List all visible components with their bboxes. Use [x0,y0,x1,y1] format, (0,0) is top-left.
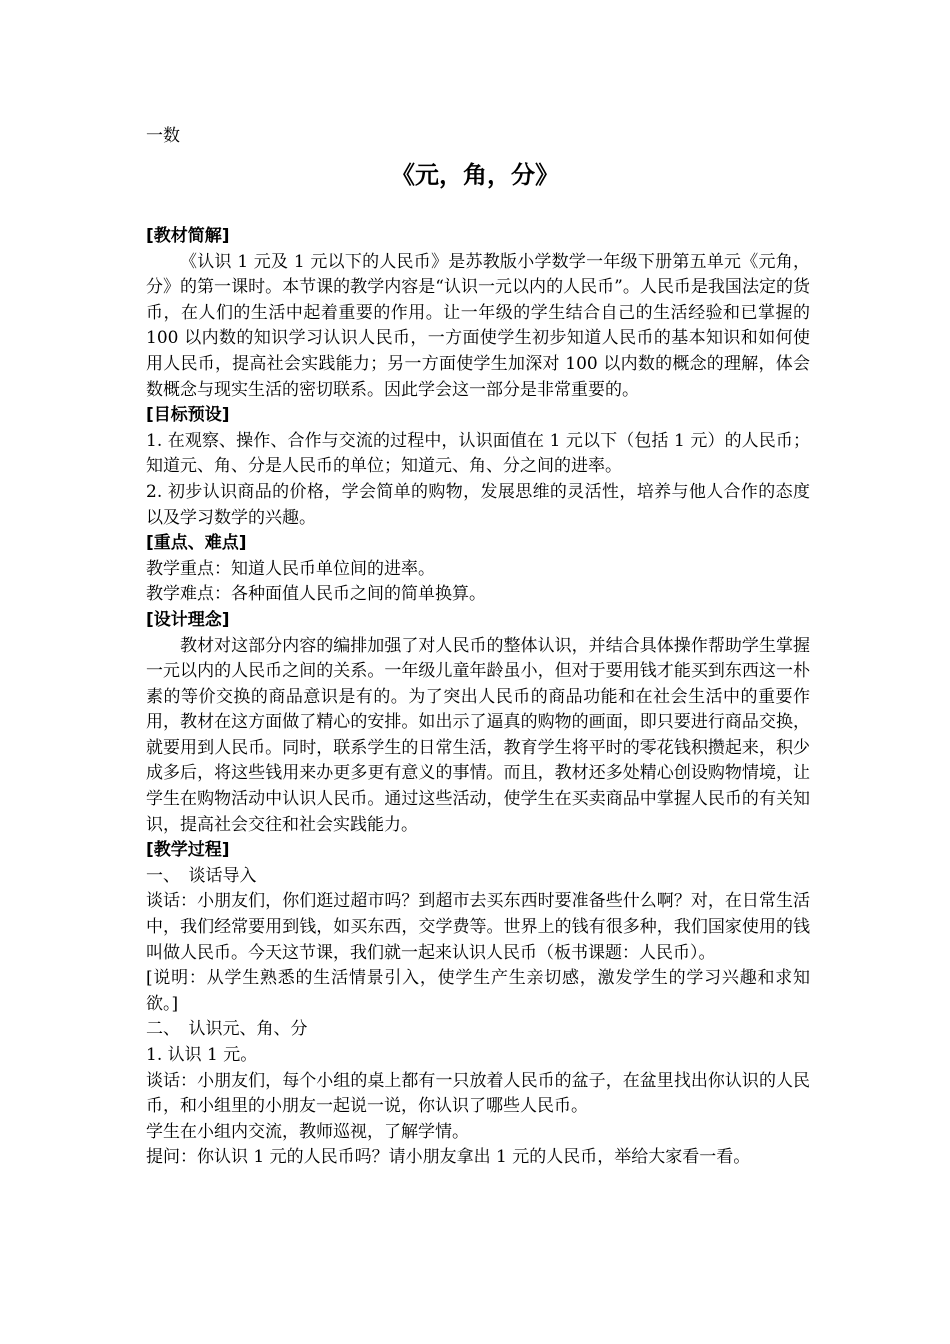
process-line: 谈话：小朋友们，每个小组的桌上都有一只放着人民币的盆子，在盆里找出你认识的人民币，和小组里的小朋友一起说一说，你认识了哪些人民币。 [146,1070,810,1117]
process-line: 一、 谈话导入 [146,865,257,886]
process-line: [说明：从学生熟悉的生活情景引入，使学生产生亲切感，激发学生的学习兴趣和求知欲。] [146,968,810,1014]
process-line: 谈话：小朋友们，你们逛过超市吗？到超市去买东西时要准备些什么啊？对，在日常生活中，我们经常要用到钱，如买东西，交学费等。世界上的钱有很多种，我们国家使用的钱叫做人民币。今天这节课，我们就一起来认识人民币（板书课题：人民币）。 [146,891,810,963]
design-paragraph: 教材对这部分内容的编排加强了对人民币的整体认识，并结合具体操作帮助学生掌握一元以内的人民币之间的关系。一年级儿童年龄虽小，但对于要用钱才能买到东西这一朴素的等价交换的商品意识是有的。为了突出人民币的商品功能和在社会生活中的重要作用，教材在这方面做了精心的安排。如出示了逼真的购物的画面，即只要进行商品交换，就要用到人民币。同时，联系学生的日常生活，教育学生将平时的零花钱积攒起来，积少成多后，将这些钱用来办更多更有意义的事情。而且，教材还多处精心创设购物情境，让学生在购物活动中认识人民币。通过这些活动，使学生在买卖商品中掌握人民币的有关知识，提高社会交往和社会实践能力。 [146,635,810,835]
header-label: 一数 [146,126,180,146]
section-heading-goals: [目标预设] [146,405,230,426]
process-line: 提问：你认识 1 元的人民币吗？请小朋友拿出 1 元的人民币，举给大家看一看。 [146,1147,751,1168]
process-line: 1. 认识 1 元。 [146,1045,258,1065]
intro-paragraph: 《认识 1 元及 1 元以下的人民币》是苏教版小学数学一年级下册第五单元《元角，分》的第一课时。本节课的教学内容是“认识一元以内的人民币”。人民币是我国法定的货币，在人们的生活中起着重要的作用。让一年级的学生结合自己的生活经验和已掌握的 100 以内数的知识学习认识人民币，一方面使学生初步知道人民币的基本知识和如何使用人民币，提高社会实践能力；另一方面使学生加深对 100 以内数的概念的理解，体会数概念与现实生活的密切联系。因此学会这一部分是非常重要的。 [146,251,810,400]
section-heading-intro: [教材简解] [146,226,230,246]
document-body [146,224,810,1171]
key-point-item: 教学重点：知道人民币单位间的进率。 [146,558,435,579]
key-point-item: 教学难点：各种面值人民币之间的简单换算。 [146,584,486,605]
section-heading-process: [教学过程] [146,840,230,861]
process-line: 二、 认识元、角、分 [146,1019,308,1040]
goal-item: 1. 在观察、操作、合作与交流的过程中，认识面值在 1 元以下（包括 1 元）的人民币；知道元、角、分是人民币的单位；知道元、角、分之间的进率。 [146,430,810,477]
page-title: 《元，角，分》 [391,161,559,189]
goal-item: 2. 初步认识商品的价格，学会简单的购物，发展思维的灵活性，培养与他人合作的态度以及学习数学的兴趣。 [146,481,810,528]
process-line: 学生在小组内交流，教师巡视，了解学情。 [146,1121,469,1142]
section-heading-key-points: [重点、难点] [146,533,247,554]
section-heading-design: [设计理念] [146,609,230,630]
